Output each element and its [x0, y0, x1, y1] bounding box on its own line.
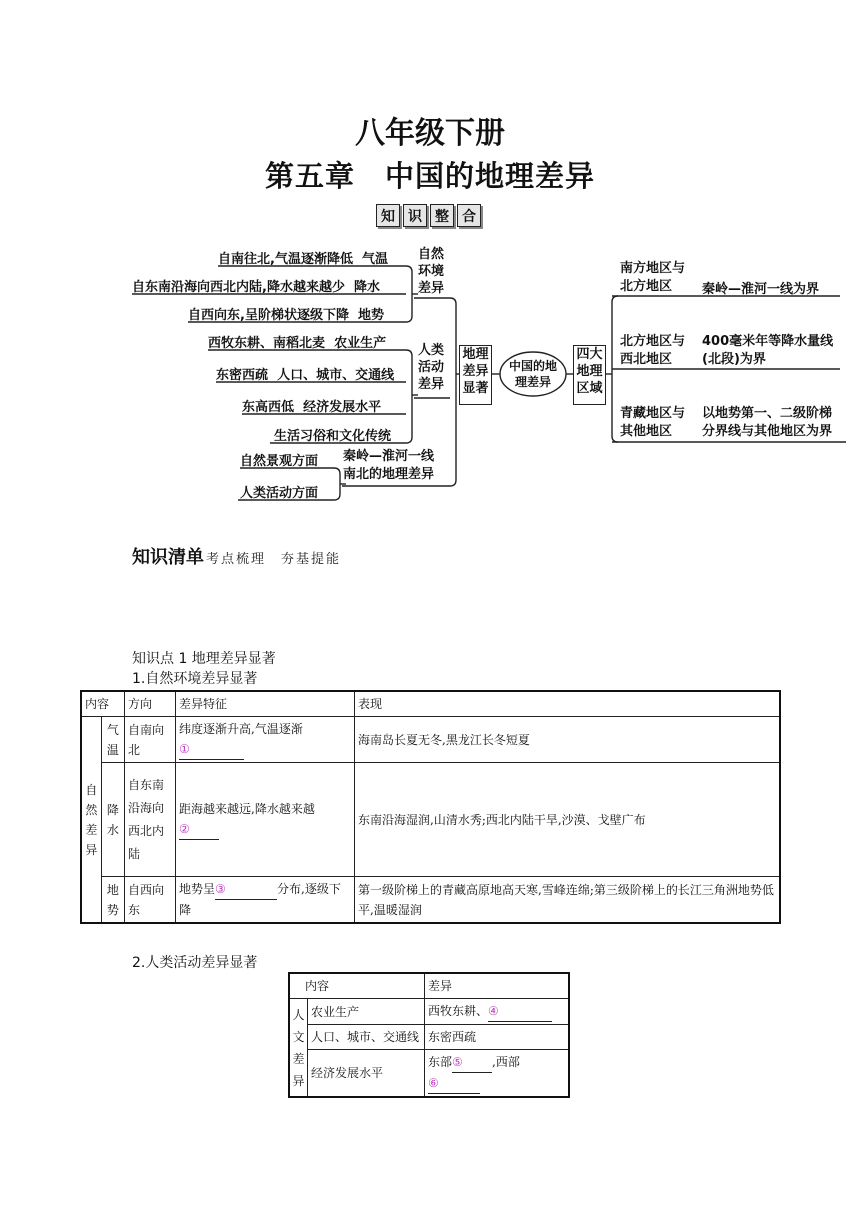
item-cell: 降水	[101, 763, 124, 877]
section-subtitle: 考点梳理 夯基提能	[206, 552, 342, 567]
knowledge-point-heading: 知识点 1 地理差异显著	[132, 651, 276, 667]
expression-cell: 东南沿海湿润,山清水秀;西北内陆干旱,沙漠、戈壁广布	[355, 763, 781, 877]
human-item: 西牧东耕、南稻北麦 农业生产	[208, 336, 387, 351]
qinling-item: 人类活动方面	[240, 486, 319, 501]
badge-char: 合	[457, 204, 481, 227]
badge-char: 知	[376, 204, 400, 227]
group-cell: 人文差异	[289, 999, 308, 1098]
natural-item: 自东南沿海向西北内陆,降水越来越少 降水	[132, 280, 381, 295]
human-differences-table	[288, 972, 570, 1098]
region-name: 青藏地区与 其他地区	[620, 406, 686, 439]
qinling-label: 秦岭—淮河一线 南北的地理差异	[343, 449, 435, 482]
region-boundary: 秦岭—淮河一线为界	[702, 282, 820, 297]
region-name: 北方地区与 西北地区	[620, 334, 686, 367]
blank-6[interactable]: ⑥	[428, 1073, 480, 1094]
qinling-item: 自然景观方面	[240, 454, 319, 469]
human-item: 东高西低 经济发展水平	[242, 400, 382, 415]
region-boundary: 400毫米年等降水量线 (北段)为界	[702, 334, 834, 367]
natural-diff-label: 自然环境差异	[417, 247, 444, 296]
region-name: 南方地区与 北方地区	[620, 261, 686, 294]
human-diff-label: 人类活动差异	[417, 343, 444, 392]
left-hub-box: 地理差异显著	[459, 345, 492, 405]
content-cell: 人口、城市、交通线	[308, 1025, 425, 1050]
content-cell: 经济发展水平	[308, 1050, 425, 1098]
blank-3[interactable]: ③	[215, 879, 277, 900]
item-cell: 气温	[101, 717, 124, 763]
human-item: 东密西疏 人口、城市、交通线	[216, 368, 395, 383]
part1-heading: 1.自然环境差异显著	[132, 671, 258, 687]
group-cell: 自然差异	[81, 717, 101, 924]
diff-cell: 西牧东耕、④	[425, 999, 570, 1025]
expression-cell: 第一级阶梯上的青藏高原地高天寒,雪峰连绵;第三级阶梯上的长江三角洲地势低平,温暖湿润	[355, 877, 781, 924]
feature-cell: 地势呈③ 分布,逐级下降	[176, 877, 355, 924]
badge-char: 整	[430, 204, 454, 227]
region-boundary: 以地势第一、二级阶梯 分界线与其他地区为界	[702, 406, 833, 439]
blank-1[interactable]: ①	[179, 739, 244, 760]
natural-differences-table	[80, 690, 781, 924]
human-item: 生活习俗和文化传统	[274, 429, 392, 444]
table-header: 差异	[425, 973, 570, 999]
item-cell: 地势	[101, 877, 124, 924]
table-header: 表现	[355, 691, 781, 717]
direction-cell: 自东南沿海向西北内陆	[125, 763, 176, 877]
badge-char: 识	[403, 204, 427, 227]
blank-4[interactable]: ④	[488, 1001, 552, 1022]
section-title: 知识清单 考点梳理 夯基提能	[132, 547, 342, 568]
center-node: 中国的地理差异	[508, 359, 557, 389]
table-header: 差异特征	[176, 691, 355, 717]
part2-heading: 2.人类活动差异显著	[132, 955, 258, 971]
table-header: 内容	[81, 691, 125, 717]
expression-cell: 海南岛长夏无冬,黑龙江长冬短夏	[355, 717, 781, 763]
blank-2[interactable]: ②	[179, 819, 219, 840]
right-hub-box: 四大地理区域	[573, 345, 606, 405]
diff-cell: 东密西疏	[425, 1025, 570, 1050]
natural-item: 自西向东,呈阶梯状逐级下降 地势	[188, 308, 385, 323]
direction-cell: 自西向东	[125, 877, 176, 924]
book-title: 八年级下册	[355, 116, 505, 151]
direction-cell: 自南向北	[125, 717, 176, 763]
feature-cell: 距海越来越远,降水越来越 ②	[176, 763, 355, 877]
natural-item: 自南往北,气温逐渐降低 气温	[218, 252, 389, 267]
chapter-title: 第五章 中国的地理差异	[264, 159, 595, 193]
blank-5[interactable]: ⑤	[452, 1052, 492, 1073]
table-header: 内容	[289, 973, 425, 999]
feature-cell: 纬度逐渐升高,气温逐渐 ①	[176, 717, 355, 763]
table-header: 方向	[125, 691, 176, 717]
content-cell: 农业生产	[308, 999, 425, 1025]
diff-cell: 东部⑤ ,西部 ⑥	[425, 1050, 570, 1098]
